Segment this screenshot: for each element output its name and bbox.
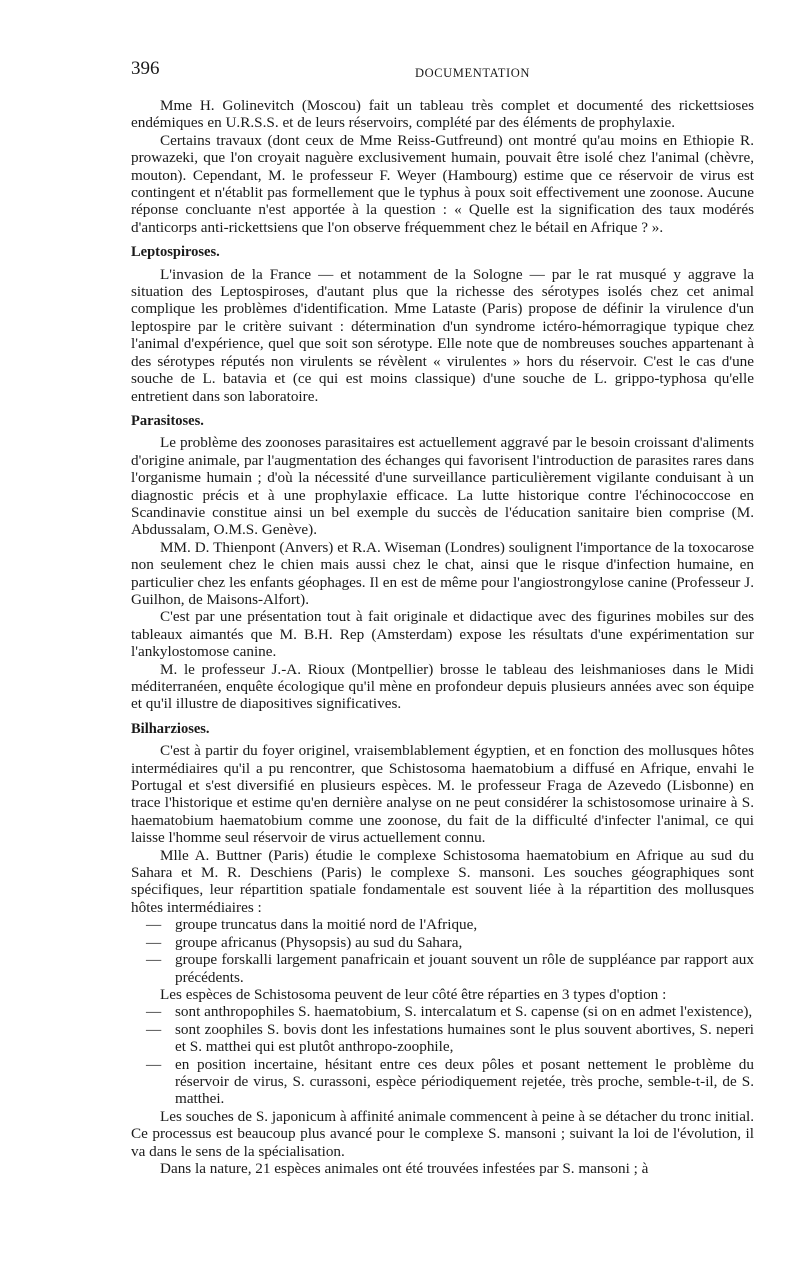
paragraph: Le problème des zoonoses parasitaires est actuellement aggravé par le besoin croissant d'aliments d'origine animale, par l'augmentation des échanges qui favorisent l'introduction de parasites rares dans l'organisme humain ; d'où la nécessité d'une surveillance particulièrement vigilante conduisant à un diagnostic précis et à une prophylaxie efficace. La lutte historique contre l'échinococcose en Scandinavie constitue ainsi un bel exemple du succès de l'éducation sanitaire bien comprise (M. Abdussalam, O.M.S. Genève). [131, 434, 754, 539]
paragraph: C'est à partir du foyer originel, vraisemblablement égyptien, et en fonction des mollusques hôtes intermédiaires qu'il a pu rencontrer, que Schistosoma haematobium a diffusé en Afrique, envahi le Portugal et s'est diversifié en plusieurs espèces. M. le professeur Fraga de Azevedo (Lisbonne) en trace l'historique et estime qu'en dernière analyse on ne peut considérer la schistosomose urinaire à S. haematobium haematobium comme une zoonose, du fait de la difficulté d'infecter l'animal, ce qui laisse l'homme seul réservoir de virus actuellement connu. [131, 742, 754, 847]
list-item: — sont zoophiles S. bovis dont les infestations humaines sont le plus souvent abortives, S. neperi et S. matthei qui est plutôt anthropo-zoophile, [131, 1021, 754, 1056]
list-item: — groupe forskalli largement panafricain et jouant souvent un rôle de suppléance par rapport aux précédents. [131, 951, 754, 986]
paragraph: C'est par une présentation tout à fait originale et didactique avec des figurines mobiles sur des tableaux aimantés que M. B.H. Rep (Amsterdam) expose les résultats d'une expérimentation sur l'ankylostomose canine. [131, 608, 754, 661]
paragraph: Dans la nature, 21 espèces animales ont été trouvées infestées par S. mansoni ; à [160, 1159, 649, 1177]
paragraph: Les souches de S. japonicum à affinité animale commencent à peine à se détacher du tronc initial. Ce processus est beaucoup plus avancé pour le complexe S. mansoni ; suivant la loi de l'évolution, il va dans le sens de la spécialisation. [131, 1107, 754, 1160]
paragraph: Certains travaux (dont ceux de Mme Reiss-Gutfreund) ont montré qu'au moins en Ethiopie R. prowazeki, que l'on croyait naguère exclusivement humain, pouvait être isolé chez l'animal (chèvre, mouton). Cependant, M. le professeur F. Weyer (Hambourg) estime que ce réservoir de virus est contingent et n'établit pas formellement que le typhus à poux soit effectivement une zoonose. Aucune réponse concluante n'est apportée à la question : « Quelle est la signification des taux modérés d'anticorps anti-rickettsiens que l'on observe fréquemment chez le bétail en Afrique ? ». [131, 131, 754, 236]
paragraph: MM. D. Thienpont (Anvers) et R.A. Wiseman (Londres) soulignent l'importance de la toxocarose non seulement chez le chien mais aussi chez le chat, ainsi que le risque d'infection humaine, en particulier chez les enfants géophages. Il en est de même pour l'angiostrongylose canine (Professeur J. Guilhon, de Maisons-Alfort). [131, 538, 754, 608]
list-item: — groupe truncatus dans la moitié nord de l'Afrique, [131, 916, 754, 933]
running-head: DOCUMENTATION [414, 66, 531, 80]
page-body [131, 97, 754, 1177]
paragraph: Mme H. Golinevitch (Moscou) fait un tableau très complet et documenté des rickettsioses endémiques en U.R.S.S. et de leurs réservoirs, complété par des éléments de prophylaxie. [131, 97, 754, 132]
page-number: 396 [131, 58, 160, 79]
paragraph: L'invasion de la France — et notamment de la Sologne — par le rat musqué y aggrave la situation des Leptospiroses, d'autant plus que la richesse des sérotypes isolés chez cet animal complique les problèmes d'identification. Mme Lataste (Paris) propose de définir la virulence d'un leptospire par le critère suivant : détermination d'un syndrome ictéro-hémorragique typique chez l'animal d'expérience, quel que soit son sérotype. Elle note que de nombreuses souches appartenant à des sérotypes réputés non virulents se révèlent « virulentes » hors du réservoir. C'est le cas d'une souche de L. batavia et (ce qui est moins classique) d'une souche de L. grippo-typhosa qu'elle entretient dans son laboratoire. [131, 265, 754, 405]
section-heading-parasitoses: Parasitoses. [131, 412, 204, 429]
section-heading-bilharzioses: Bilharzioses. [131, 720, 210, 737]
paragraph: Mlle A. Buttner (Paris) étudie le complexe Schistosoma haematobium en Afrique au sud du Sahara et M. R. Deschiens (Paris) le complexe S. mansoni. Les souches géographiques sont spécifiques, leur répartition spatiale fondamentale est souvent liée à la répartition des mollusques hôtes intermédiaires : [131, 846, 754, 916]
section-heading-leptospiroses: Leptospiroses. [131, 244, 220, 261]
list-item: — groupe africanus (Physopsis) au sud du Sahara, [131, 934, 754, 951]
page-header [131, 60, 754, 84]
list-item: — sont anthropophiles S. haematobium, S. intercalatum et S. capense (si on en admet l'existence), [131, 1003, 754, 1020]
option-types-list [131, 1003, 754, 1107]
paragraph: M. le professeur J.-A. Rioux (Montpellier) brosse le tableau des leishmanioses dans le Midi méditerranéen, enquête écologique qu'il mène en profondeur depuis plusieurs années avec son équipe et qu'il illustre de diapositives significatives. [131, 660, 754, 713]
paragraph: Les espèces de Schistosoma peuvent de leur côté être réparties en 3 types d'option : [160, 985, 667, 1003]
list-item: — en position incertaine, hésitant entre ces deux pôles et posant nettement le problème du réservoir de virus, S. curassoni, espèce périodiquement rejetée, très proche, semble-t-il, de S. matthei. [131, 1056, 754, 1108]
mollusc-groups-list [131, 916, 754, 986]
